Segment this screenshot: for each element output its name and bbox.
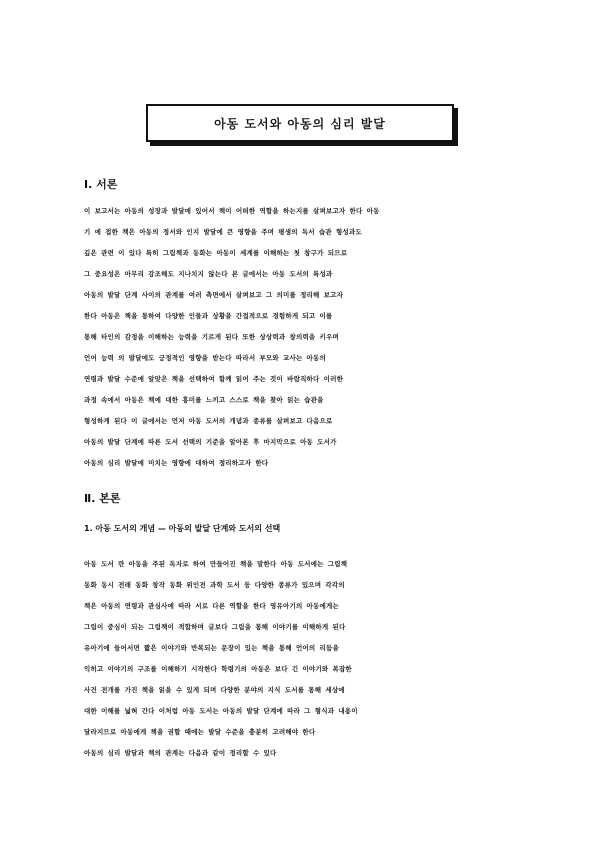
text-line: 동화 동시 전래 동화 창작 동화 위인전 과학 도서 등 다양한 종류가 있으며 각각의 (84, 581, 345, 589)
text-line: 그림이 중심이 되는 그림책이 적합하며 글보다 그림을 통해 이야기를 이해하게 된다 (84, 623, 346, 631)
section-heading-intro: Ⅰ. 서론 (84, 178, 118, 191)
text-line: 깊은 관련 이 있다 특히 그림책과 동화는 아동이 세계를 이해하는 첫 창구가 되므로 (84, 249, 348, 257)
text-line: 익히고 이야기의 구조를 이해하기 시작한다 학령기의 아동은 보다 긴 이야기와 복잡한 (84, 665, 352, 673)
text-line: 그 중요성은 아무리 강조해도 지나치지 않는다 본 글에서는 아동 도서의 특성과 (84, 270, 333, 278)
text-line: 아동의 심리 발달과 책의 관계는 다음과 같이 정리할 수 있다 (84, 749, 277, 757)
text-line: 아동의 심리 발달에 미치는 영향에 대하여 정리하고자 한다 (84, 459, 269, 467)
text-line: 아동의 발달 단계에 따른 도서 선택의 기준을 알아본 후 마지막으로 아동 도서가 (84, 438, 337, 446)
section-heading-body: Ⅱ. 본론 (84, 492, 121, 505)
text-line: 연령과 발달 수준에 알맞은 책을 선택하여 함께 읽어 주는 것이 바람직하다 이러한 (84, 375, 344, 383)
document-title: 아동 도서와 아동의 심리 발달 (214, 116, 386, 131)
text-line: 이 보고서는 아동의 성장과 발달에 있어서 책이 어떠한 역할을 하는지를 살펴보고자 한다 아동 (84, 207, 380, 215)
text-line: 유아기에 들어서면 짧은 이야기와 반복되는 문장이 있는 책을 통해 언어의 리듬을 (84, 644, 339, 652)
text-line: 책은 아동의 연령과 관심사에 따라 서로 다른 역할을 한다 영유아기의 아동에게는 (84, 602, 339, 610)
text-line: 아동 도서 란 아동을 주된 독자로 하여 만들어진 책을 말한다 아동 도서에는 그림책 (84, 560, 348, 568)
section-subheading: 1. 아동 도서의 개념 — 아동의 발달 단계와 도서의 선택 (84, 524, 281, 533)
title-box (146, 104, 454, 142)
text-line: 기 에 접한 책은 아동의 정서와 인지 발달에 큰 영향을 주며 평생의 독서 습관 형성과도 (84, 228, 362, 236)
text-line: 아동의 발달 단계 사이의 관계를 여러 측면에서 살펴보고 그 의미를 정리해 보고자 (84, 291, 344, 299)
intro-paragraph (84, 200, 512, 473)
text-line: 대한 이해를 넓혀 간다 이처럼 아동 도서는 아동의 발달 단계에 따라 그 형식과 내용이 (84, 707, 358, 715)
text-line: 언어 능력 의 발달에도 긍정적인 영향을 받는다 따라서 부모와 교사는 아동의 (84, 354, 326, 362)
text-line: 통해 타인의 감정을 이해하는 능력을 기르게 된다 또한 상상력과 창의력을 키우며 (84, 333, 339, 341)
text-line: 형성하게 된다 이 글에서는 먼저 아동 도서의 개념과 종류를 살펴보고 다음으로 (84, 417, 333, 425)
body-paragraph (84, 553, 512, 763)
text-line: 달라지므로 아동에게 책을 권할 때에는 발달 수준을 충분히 고려해야 한다 (84, 728, 316, 736)
text-line: 사건 전개를 가진 책을 읽을 수 있게 되며 다양한 분야의 지식 도서를 통해 세상에 (84, 686, 345, 694)
text-line: 과정 속에서 아동은 책에 대한 흥미를 느끼고 스스로 책을 찾아 읽는 습관을 (84, 396, 324, 404)
text-line: 한다 아동은 책을 통하여 다양한 인물과 상황을 간접적으로 경험하게 되고 이를 (84, 312, 333, 320)
